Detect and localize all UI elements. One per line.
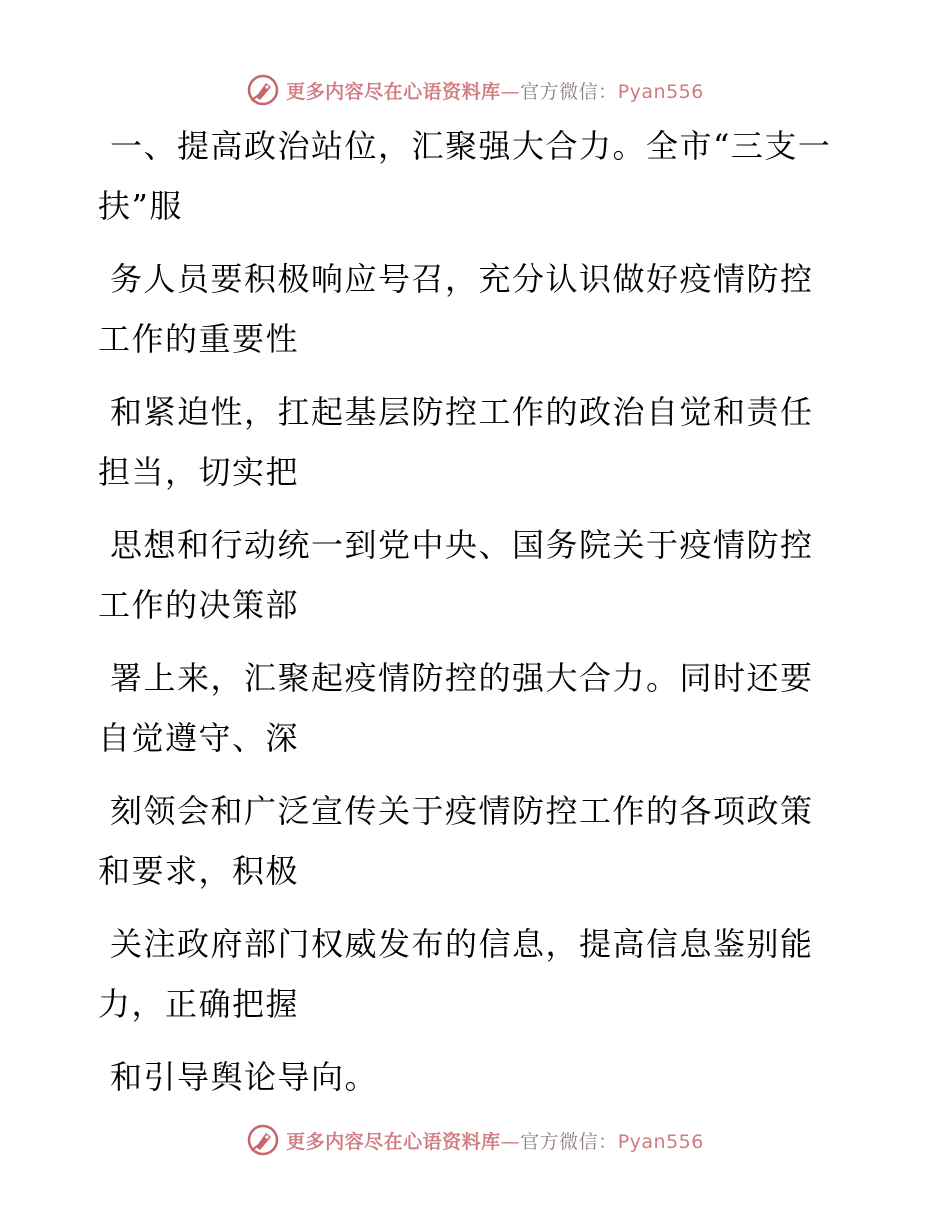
banner-separator: — <box>500 80 521 103</box>
banner-separator: — <box>500 1130 521 1153</box>
document-body <box>98 116 838 1120</box>
paragraph: 和引导舆论导向。 <box>110 1058 379 1096</box>
banner-main-text: 更多内容尽在心语资料库 <box>286 1130 501 1153</box>
banner-official-label: 官方微信： <box>520 80 618 103</box>
pen-nib-circle-icon <box>246 1123 280 1157</box>
banner-wechat-id: Pyan556 <box>617 80 704 103</box>
header-banner <box>0 70 950 110</box>
pen-nib-circle-icon <box>246 73 280 107</box>
paragraph: 刻领会和广泛宣传关于疫情防控工作的各项政策和要求，积极 <box>98 792 814 890</box>
banner-text <box>286 1127 704 1154</box>
footer-banner <box>0 1120 950 1160</box>
paragraph: 一、提高政治站位，汇聚强大合力。全市“三支一扶”服 <box>98 127 832 225</box>
paragraph: 关注政府部门权威发布的信息，提高信息鉴别能力，正确把握 <box>98 925 814 1023</box>
paragraph: 务人员要积极响应号召，充分认识做好疫情防控工作的重要性 <box>98 260 814 358</box>
banner-official-label: 官方微信： <box>520 1130 618 1153</box>
paragraph: 和紧迫性，扛起基层防控工作的政治自觉和责任担当，切实把 <box>98 393 814 491</box>
banner-main-text: 更多内容尽在心语资料库 <box>286 80 501 103</box>
paragraph: 署上来，汇聚起疫情防控的强大合力。同时还要自觉遵守、深 <box>98 659 814 757</box>
banner-wechat-id: Pyan556 <box>617 1130 704 1153</box>
banner-text <box>286 77 704 104</box>
paragraph: 思想和行动统一到党中央、国务院关于疫情防控工作的决策部 <box>98 526 814 624</box>
